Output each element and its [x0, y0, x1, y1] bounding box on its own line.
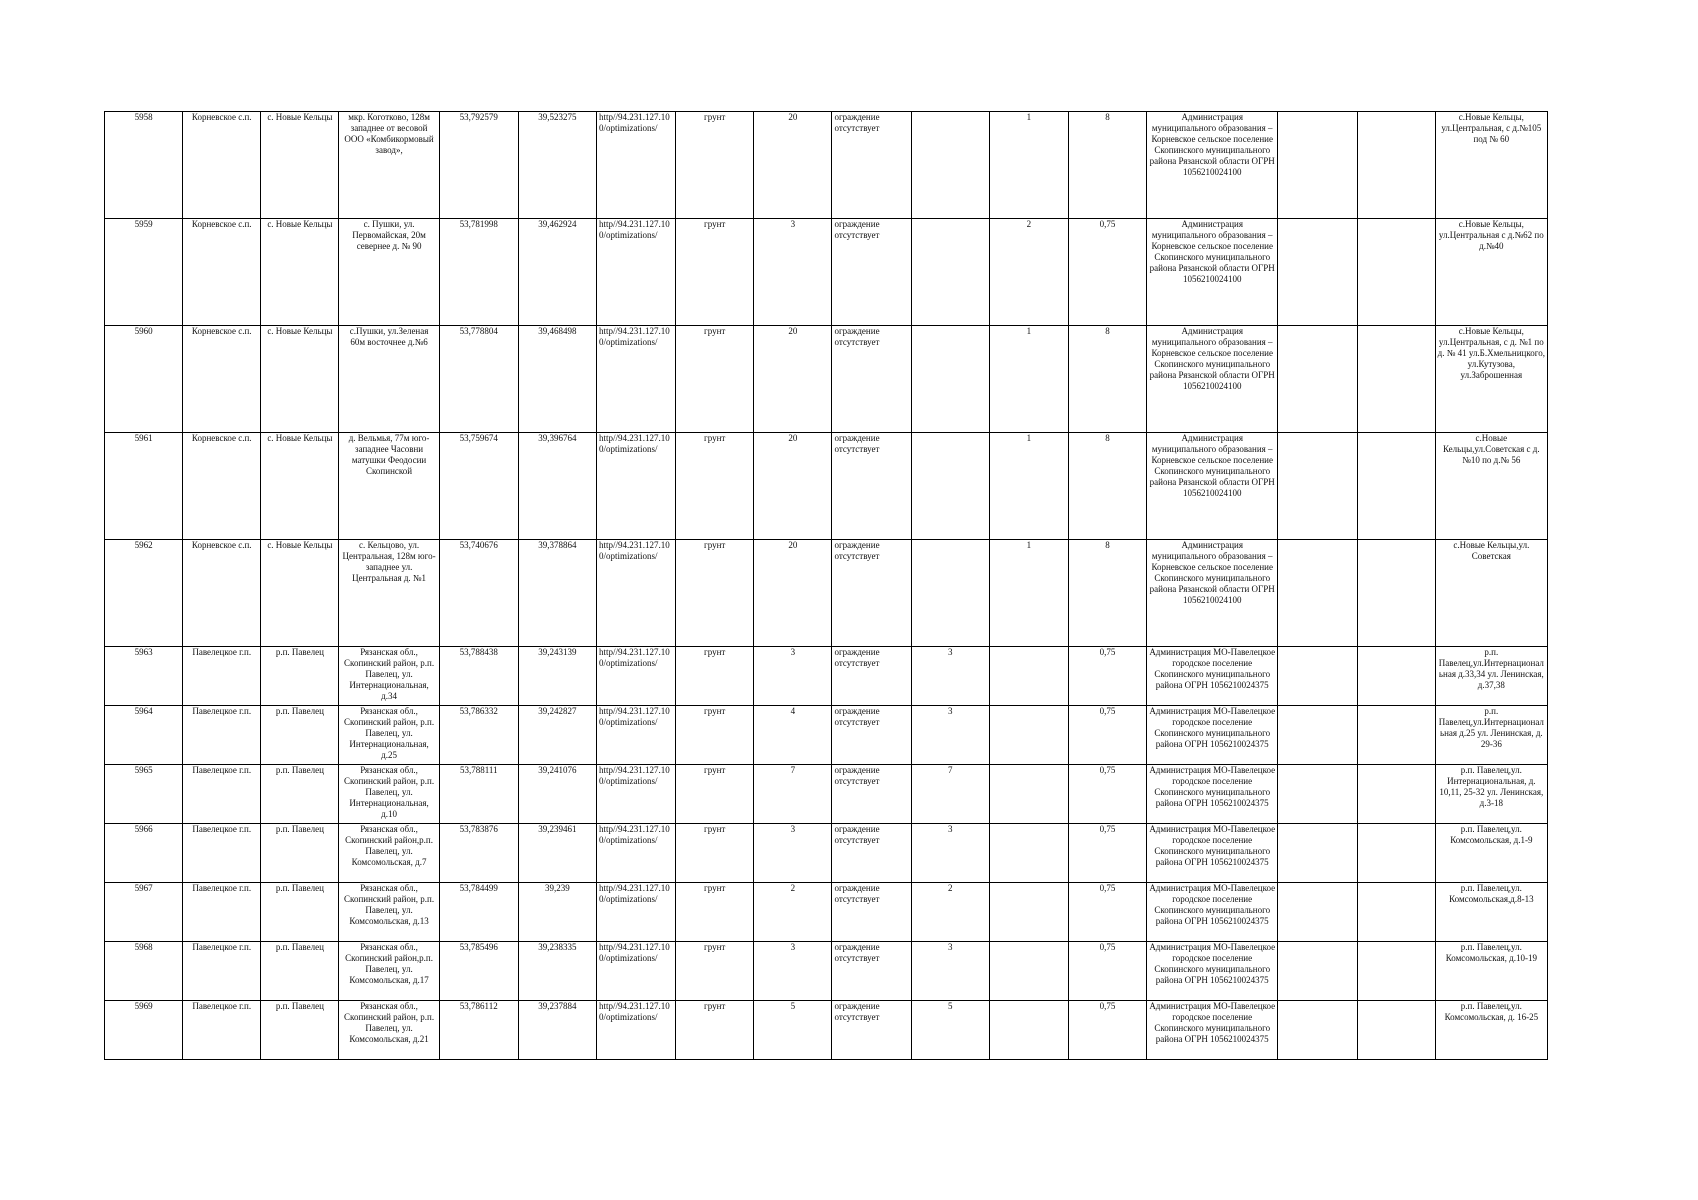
cell-fence: ограждение отсутствует: [832, 942, 911, 1001]
cell-area: 4: [754, 706, 832, 765]
cell-surface: грунт: [676, 647, 754, 706]
cell-col-16: [1357, 647, 1435, 706]
cell-address: Рязанская обл., Скопинский район, р.п. Павелец, ул. Комсомольская, д.21: [339, 1001, 439, 1060]
cell-col-16: [1357, 1001, 1435, 1060]
table-row: [105, 765, 1548, 824]
cell-volume: 0,75: [1068, 1001, 1146, 1060]
cell-count: [989, 942, 1068, 1001]
cell-locality: р.п. Павелец: [261, 1001, 339, 1060]
table-row: [105, 942, 1548, 1001]
cell-surface: грунт: [676, 112, 754, 219]
cell-sources: с.Новые Кельцы, ул.Центральная, с д. №1 по д. № 41 ул.Б.Хмельницкого, ул.Кутузова, ул.Заброшенная: [1435, 326, 1547, 433]
cell-locality: р.п. Павелец: [261, 942, 339, 1001]
cell-col-11: [911, 326, 989, 433]
cell-sources: р.п. Павелец,ул. Комсомольская,д.8-13: [1435, 883, 1547, 942]
cell-address: с. Кельцово, ул. Центральная, 128м юго-западнее ул. Центральная д. №1: [339, 540, 439, 647]
cell-count: 2: [989, 219, 1068, 326]
cell-number: 5964: [105, 706, 183, 765]
cell-col-16: [1357, 883, 1435, 942]
cell-link: http//94.231.127.100/optimizations/: [596, 647, 675, 706]
cell-longitude: 39,243139: [518, 647, 596, 706]
cell-count: 1: [989, 326, 1068, 433]
cell-address: Рязанская обл., Скопинский район,р.п. Павелец, ул. Комсомольская, д.7: [339, 824, 439, 883]
cell-number: 5963: [105, 647, 183, 706]
cell-sources: р.п. Павелец,ул. Интернациональная, д. 10,11, 25-32 ул. Ленинская, д.3-18: [1435, 765, 1547, 824]
cell-link: http//94.231.127.100/optimizations/: [596, 942, 675, 1001]
cell-settlement: Корневское с.п.: [183, 433, 261, 540]
cell-settlement: Корневское с.п.: [183, 326, 261, 433]
cell-col-15: [1278, 540, 1357, 647]
cell-col-15: [1278, 706, 1357, 765]
cell-sources: р.п. Павелец,ул.Интернациональная д.33,34 ул. Ленинская, д.37,38: [1435, 647, 1547, 706]
cell-volume: 0,75: [1068, 706, 1146, 765]
cell-count: [989, 706, 1068, 765]
cell-area: 3: [754, 647, 832, 706]
cell-col-15: [1278, 647, 1357, 706]
cell-settlement: Корневское с.п.: [183, 219, 261, 326]
cell-owner: Администрация МО-Павелецкое городское поселение Скопинского муниципального района ОГРН 1056210024375: [1147, 942, 1278, 1001]
cell-locality: с. Новые Кельцы: [261, 219, 339, 326]
cell-link: http//94.231.127.100/optimizations/: [596, 824, 675, 883]
cell-address: мкр. Коготково, 128м западнее от весовой ООО «Комбикормовый завод»,: [339, 112, 439, 219]
cell-link: http//94.231.127.100/optimizations/: [596, 706, 675, 765]
cell-latitude: 53,784499: [439, 883, 518, 942]
cell-col-16: [1357, 433, 1435, 540]
cell-col-15: [1278, 219, 1357, 326]
cell-locality: с. Новые Кельцы: [261, 112, 339, 219]
cell-col-11: 3: [911, 824, 989, 883]
table-row: [105, 540, 1548, 647]
cell-col-16: [1357, 219, 1435, 326]
cell-latitude: 53,740676: [439, 540, 518, 647]
table-body: [105, 112, 1548, 1060]
cell-locality: р.п. Павелец: [261, 647, 339, 706]
cell-latitude: 53,788111: [439, 765, 518, 824]
cell-col-16: [1357, 942, 1435, 1001]
cell-settlement: Павелецкое г.п.: [183, 647, 261, 706]
cell-locality: р.п. Павелец: [261, 824, 339, 883]
cell-longitude: 39,242827: [518, 706, 596, 765]
cell-fence: ограждение отсутствует: [832, 219, 911, 326]
cell-volume: 0,75: [1068, 765, 1146, 824]
cell-col-11: [911, 219, 989, 326]
cell-locality: с. Новые Кельцы: [261, 433, 339, 540]
cell-count: [989, 647, 1068, 706]
cell-locality: р.п. Павелец: [261, 706, 339, 765]
cell-settlement: Павелецкое г.п.: [183, 1001, 261, 1060]
cell-owner: Администрация муниципального образования – Корневское сельское поселение Скопинского муниципального района Рязанской области ОГРН 1056210024100: [1147, 112, 1278, 219]
cell-owner: Администрация муниципального образования – Корневское сельское поселение Скопинского муниципального района Рязанской области ОГРН 1056210024100: [1147, 540, 1278, 647]
cell-address: Рязанская обл., Скопинский район,р.п. Павелец, ул. Комсомольская, д.17: [339, 942, 439, 1001]
cell-link: http//94.231.127.100/optimizations/: [596, 326, 675, 433]
cell-locality: р.п. Павелец: [261, 765, 339, 824]
cell-col-11: 3: [911, 647, 989, 706]
cell-fence: ограждение отсутствует: [832, 433, 911, 540]
cell-fence: ограждение отсутствует: [832, 824, 911, 883]
cell-settlement: Павелецкое г.п.: [183, 706, 261, 765]
cell-longitude: 39,396764: [518, 433, 596, 540]
cell-settlement: Корневское с.п.: [183, 112, 261, 219]
cell-col-11: 3: [911, 706, 989, 765]
cell-settlement: Корневское с.п.: [183, 540, 261, 647]
cell-surface: грунт: [676, 883, 754, 942]
cell-owner: Администрация МО-Павелецкое городское поселение Скопинского муниципального района ОГРН 1056210024375: [1147, 706, 1278, 765]
cell-latitude: 53,792579: [439, 112, 518, 219]
cell-settlement: Павелецкое г.п.: [183, 883, 261, 942]
cell-link: http//94.231.127.100/optimizations/: [596, 765, 675, 824]
cell-col-16: [1357, 540, 1435, 647]
cell-fence: ограждение отсутствует: [832, 112, 911, 219]
cell-count: [989, 765, 1068, 824]
cell-volume: 8: [1068, 540, 1146, 647]
cell-col-16: [1357, 326, 1435, 433]
cell-locality: с. Новые Кельцы: [261, 326, 339, 433]
cell-settlement: Павелецкое г.п.: [183, 942, 261, 1001]
cell-sources: с.Новые Кельцы,ул. Советская: [1435, 540, 1547, 647]
cell-number: 5962: [105, 540, 183, 647]
cell-longitude: 39,239461: [518, 824, 596, 883]
table-row: [105, 706, 1548, 765]
cell-locality: с. Новые Кельцы: [261, 540, 339, 647]
cell-surface: грунт: [676, 326, 754, 433]
cell-surface: грунт: [676, 942, 754, 1001]
cell-settlement: Павелецкое г.п.: [183, 824, 261, 883]
cell-link: http//94.231.127.100/optimizations/: [596, 433, 675, 540]
cell-number: 5965: [105, 765, 183, 824]
cell-longitude: 39,241076: [518, 765, 596, 824]
cell-longitude: 39,238335: [518, 942, 596, 1001]
cell-area: 3: [754, 219, 832, 326]
cell-owner: Администрация МО-Павелецкое городское поселение Скопинского муниципального района ОГРН 1056210024375: [1147, 883, 1278, 942]
cell-surface: грунт: [676, 540, 754, 647]
cell-col-16: [1357, 824, 1435, 883]
cell-col-16: [1357, 112, 1435, 219]
cell-latitude: 53,786112: [439, 1001, 518, 1060]
cell-fence: ограждение отсутствует: [832, 540, 911, 647]
cell-count: [989, 883, 1068, 942]
cell-owner: Администрация муниципального образования – Корневское сельское поселение Скопинского муниципального района Рязанской области ОГРН 1056210024100: [1147, 219, 1278, 326]
cell-latitude: 53,785496: [439, 942, 518, 1001]
cell-volume: 0,75: [1068, 647, 1146, 706]
cell-owner: Администрация муниципального образования – Корневское сельское поселение Скопинского муниципального района Рязанской области ОГРН 1056210024100: [1147, 433, 1278, 540]
cell-surface: грунт: [676, 824, 754, 883]
cell-owner: Администрация МО-Павелецкое городское поселение Скопинского муниципального района ОГРН 1056210024375: [1147, 765, 1278, 824]
cell-area: 20: [754, 326, 832, 433]
cell-link: http//94.231.127.100/optimizations/: [596, 540, 675, 647]
cell-latitude: 53,778804: [439, 326, 518, 433]
cell-fence: ограждение отсутствует: [832, 647, 911, 706]
cell-sources: с.Новые Кельцы,ул.Советская с д.№10 по д.№ 56: [1435, 433, 1547, 540]
cell-fence: ограждение отсутствует: [832, 883, 911, 942]
cell-number: 5967: [105, 883, 183, 942]
cell-number: 5968: [105, 942, 183, 1001]
cell-longitude: 39,378864: [518, 540, 596, 647]
cell-owner: Администрация МО-Павелецкое городское поселение Скопинского муниципального района ОГРН 1056210024375: [1147, 1001, 1278, 1060]
cell-col-11: 5: [911, 1001, 989, 1060]
cell-col-11: 2: [911, 883, 989, 942]
cell-count: [989, 824, 1068, 883]
cell-area: 2: [754, 883, 832, 942]
cell-count: 1: [989, 540, 1068, 647]
cell-address: Рязанская обл., Скопинский район, р.п. Павелец, ул. Интернациональная, д.25: [339, 706, 439, 765]
cell-owner: Администрация МО-Павелецкое городское поселение Скопинского муниципального района ОГРН 1056210024375: [1147, 824, 1278, 883]
cell-latitude: 53,783876: [439, 824, 518, 883]
cell-address: с. Пушки, ул. Первомайская, 20м севернее д. № 90: [339, 219, 439, 326]
cell-volume: 0,75: [1068, 219, 1146, 326]
cell-count: [989, 1001, 1068, 1060]
cell-link: http//94.231.127.100/optimizations/: [596, 1001, 675, 1060]
cell-sources: р.п. Павелец,ул. Комсомольская, д.10-19: [1435, 942, 1547, 1001]
cell-address: Рязанская обл., Скопинский район, р.п. Павелец, ул. Комсомольская, д.13: [339, 883, 439, 942]
table-row: [105, 326, 1548, 433]
cell-volume: 0,75: [1068, 824, 1146, 883]
cell-volume: 0,75: [1068, 942, 1146, 1001]
cell-area: 20: [754, 112, 832, 219]
cell-longitude: 39,523275: [518, 112, 596, 219]
cell-sources: р.п. Павелец,ул. Комсомольская, д.1-9: [1435, 824, 1547, 883]
cell-col-16: [1357, 765, 1435, 824]
cell-sources: р.п. Павелец,ул.Интернациональная д.25 ул. Ленинская, д. 29-36: [1435, 706, 1547, 765]
cell-surface: грунт: [676, 1001, 754, 1060]
cell-fence: ограждение отсутствует: [832, 326, 911, 433]
table-row: [105, 112, 1548, 219]
cell-fence: ограждение отсутствует: [832, 765, 911, 824]
cell-address: Рязанская обл., Скопинский район, р.п. Павелец, ул. Интернациональная, д.34: [339, 647, 439, 706]
cell-locality: р.п. Павелец: [261, 883, 339, 942]
cell-area: 7: [754, 765, 832, 824]
cell-surface: грунт: [676, 706, 754, 765]
cell-sources: с.Новые Кельцы, ул.Центральная с д.№62 по д.№40: [1435, 219, 1547, 326]
cell-col-11: [911, 112, 989, 219]
table-row: [105, 647, 1548, 706]
cell-address: д. Вельмья, 77м юго-западнее Часовни матушки Феодосии Скопинской: [339, 433, 439, 540]
cell-latitude: 53,759674: [439, 433, 518, 540]
table-row: [105, 219, 1548, 326]
cell-latitude: 53,781998: [439, 219, 518, 326]
cell-col-15: [1278, 942, 1357, 1001]
table-row: [105, 824, 1548, 883]
cell-count: 1: [989, 112, 1068, 219]
cell-fence: ограждение отсутствует: [832, 1001, 911, 1060]
cell-surface: грунт: [676, 765, 754, 824]
cell-area: 3: [754, 824, 832, 883]
cell-col-16: [1357, 706, 1435, 765]
cell-longitude: 39,239: [518, 883, 596, 942]
cell-area: 5: [754, 1001, 832, 1060]
cell-address: с.Пушки, ул.Зеленая 60м восточнее д.№6: [339, 326, 439, 433]
cell-col-15: [1278, 824, 1357, 883]
cell-col-11: 3: [911, 942, 989, 1001]
cell-number: 5959: [105, 219, 183, 326]
cell-col-11: 7: [911, 765, 989, 824]
cell-volume: 0,75: [1068, 883, 1146, 942]
cell-number: 5958: [105, 112, 183, 219]
cell-area: 3: [754, 942, 832, 1001]
cell-number: 5969: [105, 1001, 183, 1060]
cell-area: 20: [754, 540, 832, 647]
cell-col-15: [1278, 883, 1357, 942]
registry-table: [104, 111, 1548, 1060]
table-row: [105, 433, 1548, 540]
cell-longitude: 39,237884: [518, 1001, 596, 1060]
cell-count: 1: [989, 433, 1068, 540]
cell-volume: 8: [1068, 326, 1146, 433]
cell-surface: грунт: [676, 219, 754, 326]
cell-number: 5960: [105, 326, 183, 433]
cell-fence: ограждение отсутствует: [832, 706, 911, 765]
cell-col-15: [1278, 1001, 1357, 1060]
cell-sources: с.Новые Кельцы, ул.Центральная, с д.№105 под № 60: [1435, 112, 1547, 219]
cell-col-15: [1278, 112, 1357, 219]
cell-latitude: 53,786332: [439, 706, 518, 765]
cell-settlement: Павелецкое г.п.: [183, 765, 261, 824]
cell-longitude: 39,462924: [518, 219, 596, 326]
cell-surface: грунт: [676, 433, 754, 540]
table-row: [105, 1001, 1548, 1060]
cell-link: http//94.231.127.100/optimizations/: [596, 219, 675, 326]
cell-number: 5966: [105, 824, 183, 883]
cell-owner: Администрация муниципального образования – Корневское сельское поселение Скопинского муниципального района Рязанской области ОГРН 1056210024100: [1147, 326, 1278, 433]
cell-col-11: [911, 433, 989, 540]
cell-sources: р.п. Павелец,ул. Комсомольская, д. 16-25: [1435, 1001, 1547, 1060]
cell-owner: Администрация МО-Павелецкое городское поселение Скопинского муниципального района ОГРН 1056210024375: [1147, 647, 1278, 706]
cell-col-11: [911, 540, 989, 647]
cell-latitude: 53,788438: [439, 647, 518, 706]
cell-longitude: 39,468498: [518, 326, 596, 433]
cell-col-15: [1278, 433, 1357, 540]
cell-number: 5961: [105, 433, 183, 540]
cell-area: 20: [754, 433, 832, 540]
cell-address: Рязанская обл., Скопинский район, р.п. Павелец, ул. Интернациональная, д.10: [339, 765, 439, 824]
cell-col-15: [1278, 326, 1357, 433]
cell-volume: 8: [1068, 112, 1146, 219]
table-row: [105, 883, 1548, 942]
cell-link: http//94.231.127.100/optimizations/: [596, 883, 675, 942]
cell-volume: 8: [1068, 433, 1146, 540]
cell-col-15: [1278, 765, 1357, 824]
cell-link: http//94.231.127.100/optimizations/: [596, 112, 675, 219]
